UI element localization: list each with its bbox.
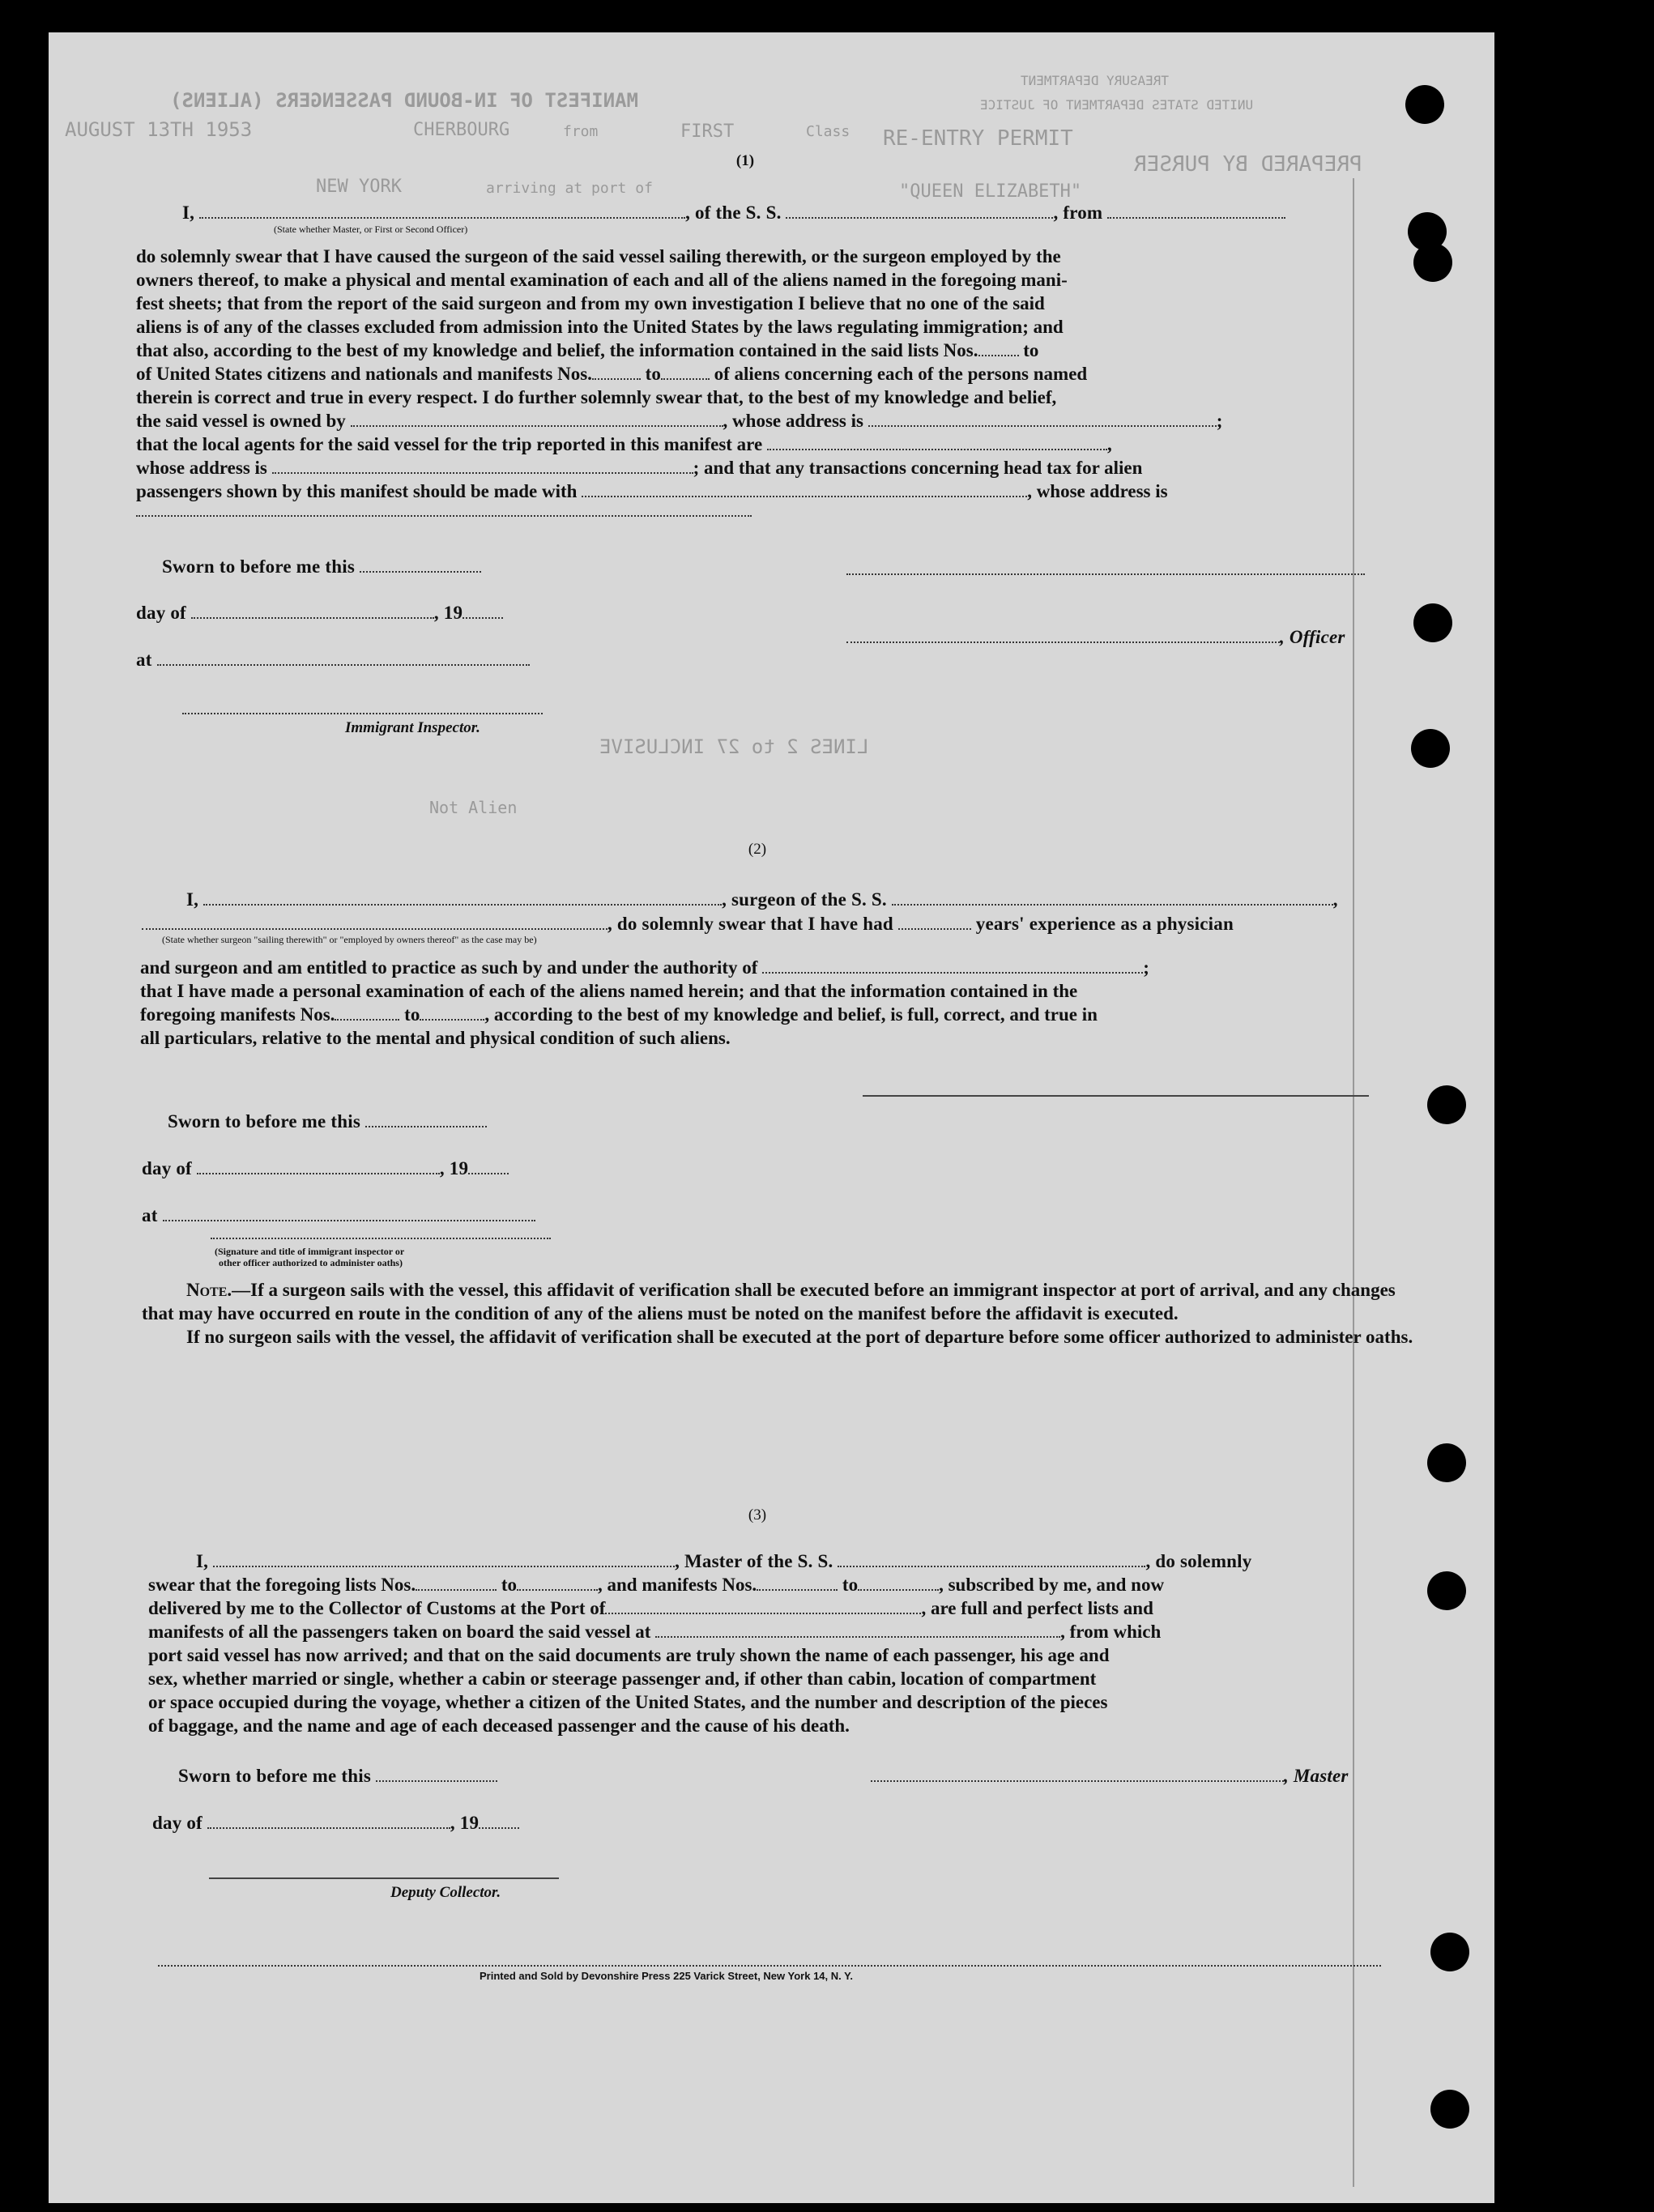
bleed-mid-stamp2: Not Alien [429,798,518,817]
binder-hole [1413,603,1452,642]
section1-number: (1) [735,152,755,169]
manifest-page [49,32,1494,2203]
headtax-field[interactable] [582,479,1027,497]
section2-body-line: foregoing manifests Nos. to , according to the best of my knowledge and belief, is full, correct, and true in [140,1004,1098,1025]
bleed-arriving-label: arriving at port of [486,180,653,197]
section3-port-field[interactable] [605,1596,921,1614]
section1-at-field[interactable] [157,648,530,666]
section1-body-line: of United States citizens and nationals and manifests Nos. to of aliens concerning each of the persons named [136,364,1088,384]
agents-field[interactable] [767,433,1107,450]
section1-at: at [136,648,530,671]
section2-at-field[interactable] [163,1204,535,1221]
section3-embark-field[interactable] [655,1620,1060,1638]
section2-ship-field[interactable] [892,888,1333,906]
section2-years-field[interactable] [898,912,971,930]
bleed-date-value: AUGUST 13TH 1953 [65,118,253,141]
manifests-to-field[interactable] [661,362,710,380]
bleed-dept1: TREASURY DEPARTMENT [1021,73,1170,88]
section3-lists-from-field[interactable] [416,1573,497,1591]
bleed-title: MANIFEST OF IN-BOUND PASSENGERS (ALIENS) [170,89,638,112]
binder-hole [1427,1571,1466,1610]
section3-body-line: of baggage, and the name and age of each deceased passenger and the cause of his death. [148,1715,850,1736]
section2-day-field[interactable] [197,1157,440,1174]
authority-field[interactable] [762,956,1143,974]
section1-body-line: that also, according to the best of my knowledge and belief, the information contained in the said lists Nos. to [136,340,1039,360]
section3-line1: I, , Master of the S. S. , do solemnly [196,1551,1252,1571]
section1-day-field[interactable] [191,601,434,619]
section1-inspector: Immigrant Inspector. [345,719,480,736]
section1-officer: , Officer [846,625,1345,648]
section2-body-line: and surgeon and am entitled to practice as such by and under the authority of ; [140,957,1149,978]
section1-from: , from [1053,202,1103,223]
binder-hole [1430,2090,1469,2129]
section1-caption: (State whether Master, or First or Second Officer) [274,224,468,235]
section2-body-line: that I have made a personal examination of each of the aliens named herein; and that the information contained in the [140,981,1078,1001]
section3-body-line: port said vessel has now arrived; and that on the said documents are truly shown the name of each passenger, his age and [148,1645,1110,1665]
section3-deputy: Deputy Collector. [390,1884,501,1901]
section2-at: at [142,1204,535,1226]
section2-note [142,1278,1422,1349]
section1-i: I, [182,202,195,223]
section3-body-line: delivered by me to the Collector of Customs at the Port of , are full and perfect lists and [148,1598,1153,1618]
section3-name-field[interactable] [213,1549,675,1567]
bleed-dept2: UNITED STATES DEPARTMENT OF JUSTICE [980,97,1254,113]
binder-hole [1430,1933,1469,1971]
bleed-class-label: Class [806,123,850,140]
section3-master: , Master [871,1764,1349,1787]
section3-year-field[interactable] [479,1811,519,1829]
section1-officer-sig-top[interactable] [846,573,1365,575]
section2-body-line: all particulars, relative to the mental and physical condition of such aliens. [140,1028,731,1048]
section2-nos-from-field[interactable] [335,1003,399,1021]
section2-number: (2) [748,841,767,858]
footer-rule [158,1965,1381,1967]
section1-officer-field[interactable] [199,201,685,219]
section3-body-line: manifests of all the passengers taken on board the said vessel at , from which [148,1622,1162,1642]
bleed-from-value: CHERBOURG [413,120,510,140]
section2-capacity-field[interactable] [142,912,607,930]
bleed-arriving-value: NEW YORK [316,177,402,197]
section3-deputy-line[interactable] [209,1877,559,1879]
section3-sworn-field[interactable] [376,1764,497,1782]
section2-name-field[interactable] [203,888,722,906]
section2-day: day of , 19 [142,1157,509,1179]
section2-sig-caption1: (Signature and title of immigrant inspector or [215,1246,405,1257]
section1-address-field[interactable] [136,515,752,517]
section2-nos-to-field[interactable] [420,1003,484,1021]
section2-caption: (State whether surgeon "sailing therewith" or "employed by owners thereof" as the case may be) [162,934,537,945]
section3-manifests-from-field[interactable] [757,1573,838,1591]
bleed-from-label: from [563,123,599,140]
section1-officer-sig-field[interactable] [846,625,1280,643]
bleed-stamp1: PREPARED BY PURSER [1134,152,1362,177]
section3-sworn: Sworn to before me this [178,1764,497,1787]
section1-body-line: do solemnly swear that I have caused the surgeon of the said vessel sailing therewith, or the surgeon employed by the [136,246,1061,266]
section2-sworn: Sworn to before me this [168,1110,487,1132]
owner-address-field[interactable] [868,409,1217,427]
section2-year-field[interactable] [468,1157,509,1174]
section1-body-line: passengers shown by this manifest should be made with , whose address is [136,481,1168,501]
section3-master-sig-field[interactable] [871,1764,1284,1782]
agents-address-field[interactable] [272,456,693,474]
printer-credit: Printed and Sold by Devonshire Press 225 Varick Street, New York 14, N. Y. [480,1970,853,1982]
section1-from-field[interactable] [1107,201,1285,219]
binder-hole [1427,1443,1466,1482]
section2-body [140,956,1436,1050]
bleed-class-value: FIRST [680,121,735,142]
binder-hole [1405,85,1444,124]
section2-sig-caption2: other officer authorized to administer oaths) [219,1257,403,1268]
section2-line2: , do solemnly swear that I have had years' experience as a physician [142,912,1234,935]
section1-day: day of , 19 [136,601,503,624]
section2-note2: If no surgeon sails with the vessel, the affidavit of verification shall be executed at the port of departure before some officer authorized to administer oaths. [186,1327,1413,1347]
section2-line1: I, , surgeon of the S. S. , [186,889,1338,910]
lists-from-field[interactable] [978,339,1019,356]
bleed-mid-stamp: LINES 2 to 27 INCLUSIVE [599,735,869,758]
section1-body-line: owners thereof, to make a physical and mental examination of each and all of the aliens named in the foregoing mani- [136,270,1068,290]
section1-body-line: therein is correct and true in every respect. I do further solemnly swear that, to the best of my knowledge and belief, [136,387,1057,407]
section1-of-ss: , of the S. S. [685,202,782,223]
owner-field[interactable] [351,409,723,427]
section1-line1 [182,201,1285,224]
section3-ship-field[interactable] [838,1549,1145,1567]
binder-hole [1413,243,1452,282]
section2-sworn-field[interactable] [365,1110,487,1127]
section2-note1: Note.—If a surgeon sails with the vessel, this affidavit of verification shall be executed before an immigrant inspector at port of arrival, and any changes that may have occurred en route in the condition of any of the aliens must be noted on the manifest before the affidavit is executed. [142,1280,1396,1323]
section1-inspector-field[interactable] [182,713,543,714]
section1-sworn-field[interactable] [360,555,481,573]
section1-year-field[interactable] [463,601,503,619]
bleed-stamp2: RE-ENTRY PERMIT [883,126,1073,151]
section1-sworn: Sworn to before me this [162,555,481,578]
section3-body [148,1573,1444,1737]
section1-body-line: aliens is of any of the classes excluded from admission into the United States by the laws regulating immigration; and [136,317,1064,337]
section1-body-line: whose address is ; and that any transactions concerning head tax for alien [136,458,1143,478]
section3-number: (3) [748,1507,767,1524]
section3-body-line: sex, whether married or single, whether a cabin or steerage passenger and, if other than cabin, location of compartment [148,1669,1097,1689]
section3-day-field[interactable] [207,1811,450,1829]
section3-body-line: swear that the foregoing lists Nos. to , and manifests Nos. to , subscribed by me, and now [148,1575,1165,1595]
section1-body-line: the said vessel is owned by , whose address is ; [136,411,1223,431]
section3-body-line: or space occupied during the voyage, whether a citizen of the United States, and the number and description of the pieces [148,1692,1108,1712]
section2-signature-line[interactable] [863,1095,1369,1097]
section1-body-line: that the local agents for the said vessel for the trip reported in this manifest are , [136,434,1112,454]
section3-lists-to-field[interactable] [517,1573,598,1591]
manifests-from-field[interactable] [592,362,641,380]
section3-day: day of , 19 [152,1811,519,1834]
section2-inspector-sig-field[interactable] [211,1238,551,1239]
binder-hole [1411,729,1450,768]
section3-manifests-to-field[interactable] [858,1573,939,1591]
section1-ship-field[interactable] [786,201,1053,219]
section1-body-line: fest sheets; that from the report of the said surgeon and from my own investigation I believe that no one of the said [136,293,1045,313]
bleed-ship-value: "QUEEN ELIZABETH" [899,181,1082,202]
binder-hole [1427,1085,1466,1124]
section1-body [136,245,1432,503]
